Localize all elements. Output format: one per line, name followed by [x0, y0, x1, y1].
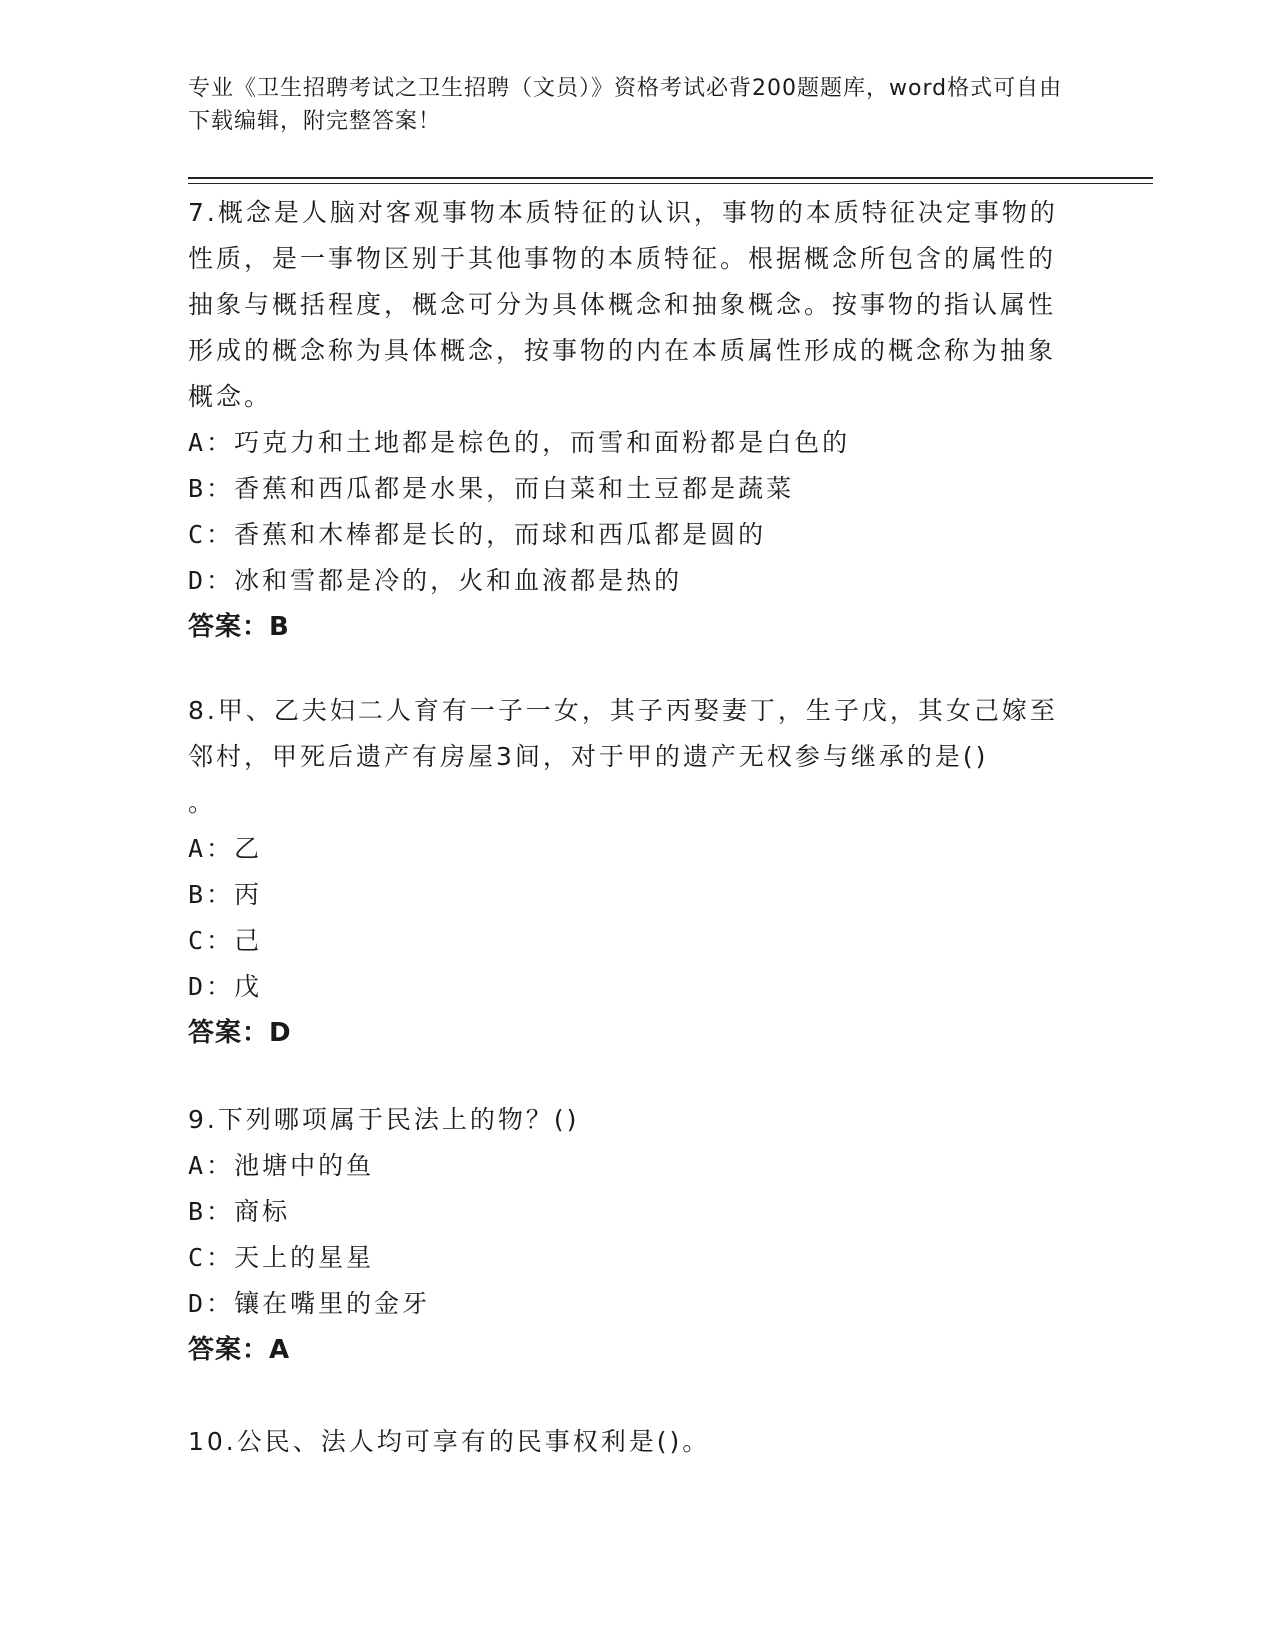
answer-line: 答案：D: [188, 1018, 292, 1048]
option-a: A：乙: [188, 834, 263, 863]
option-b: B：商标: [188, 1197, 291, 1226]
question-text: 10.公民、法人均可享有的民事权利是()。: [188, 1427, 711, 1456]
option-c: C：香蕉和木棒都是长的，而球和西瓜都是圆的: [188, 520, 767, 549]
answer-line: 答案：B: [188, 612, 290, 642]
option-b: B：香蕉和西瓜都是水果，而白菜和土豆都是蔬菜: [188, 474, 795, 503]
question-8: [188, 688, 1068, 1056]
question-9: [188, 1097, 1068, 1373]
option-d: D：镶在嘴里的金牙: [188, 1289, 431, 1318]
answer-line: 答案：A: [188, 1335, 291, 1365]
header-divider-thin: [188, 183, 1153, 184]
option-a: A：巧克力和土地都是棕色的，而雪和面粉都是白色的: [188, 428, 851, 457]
question-trailing-period: 。: [188, 788, 217, 817]
option-d: D：戊: [188, 972, 263, 1001]
option-a: A：池塘中的鱼: [188, 1151, 375, 1180]
option-c: C：己: [188, 926, 263, 955]
question-text: 8.甲、乙夫妇二人育有一子一女，其子丙娶妻丁，生子戊，其女己嫁至邻村，甲死后遗产有房屋3间，对于甲的遗产无权参与继承的是() 。: [188, 688, 1068, 826]
question-text: 7.概念是人脑对客观事物本质特征的认识，事物的本质特征决定事物的性质，是一事物区别于其他事物的本质特征。根据概念所包含的属性的抽象与概括程度，概念可分为具体概念和抽象概念。按事物的指认属性形成的概念称为具体概念，按事物的内在本质属性形成的概念称为抽象概念。: [188, 198, 1058, 411]
option-c: C：天上的星星: [188, 1243, 375, 1272]
header-divider-thick: [188, 177, 1153, 179]
question-10: [188, 1419, 1068, 1465]
question-7: [188, 190, 1068, 650]
option-b: B：丙: [188, 880, 263, 909]
document-header: 专业《卫生招聘考试之卫生招聘（文员）》资格考试必背200题题库，word格式可自由下载编辑，附完整答案！: [188, 76, 1063, 134]
question-text: 9.下列哪项属于民法上的物？(): [188, 1105, 580, 1134]
option-d: D：冰和雪都是冷的，火和血液都是热的: [188, 566, 683, 595]
